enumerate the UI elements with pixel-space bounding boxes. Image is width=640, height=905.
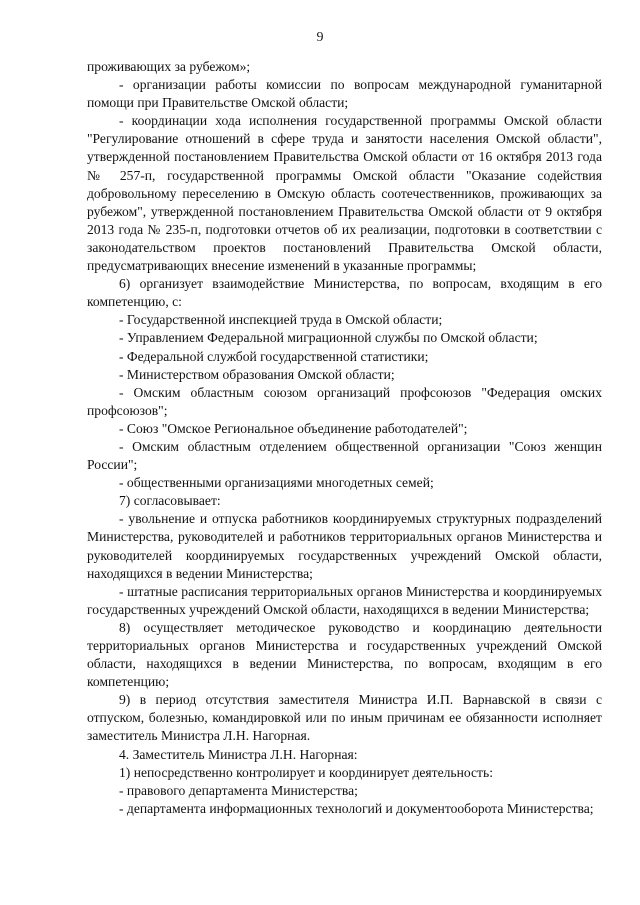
paragraph: - департамента информационных технологий и документооборота Министерства; <box>119 800 594 816</box>
paragraph: - увольнение и отпуска работников координируемых структурных подразделений Министерства, руководителей и работников территориальных органов Министерства и руководителей координируемых государственных учреждений Омской области, находящихся в ведении Министерства; <box>87 511 602 581</box>
paragraph: - Омским областным отделением общественной организации "Союз женщин России"; <box>87 438 602 473</box>
paragraph: - Федеральной службой государственной статистики; <box>119 348 429 364</box>
paragraph: 7) согласовывает: <box>119 493 221 509</box>
paragraph: - Министерством образования Омской области; <box>119 366 395 382</box>
paragraph: 4. Заместитель Министра Л.Н. Нагорная: <box>119 746 358 762</box>
paragraph: - общественными организациями многодетных семей; <box>119 475 434 491</box>
document-body <box>87 58 602 818</box>
page-number: 9 <box>316 30 324 45</box>
paragraph: - Государственной инспекцией труда в Омской области; <box>119 312 443 328</box>
paragraph: 1) непосредственно контролирует и координирует деятельность: <box>119 764 493 780</box>
paragraph: - Омским областным союзом организаций профсоюзов "Федерация омских профсоюзов"; <box>87 384 602 418</box>
paragraph: - Союз "Омское Региональное объединение работодателей"; <box>119 420 468 436</box>
paragraph: - организации работы комиссии по вопросам международной гуманитарной помощи при Правительстве Омской области; <box>87 77 602 111</box>
paragraph: 9) в период отсутствия заместителя Министра И.П. Варнавской в связи с отпуском, болезнью, командировкой или по иным причинам ее обязанности исполняет заместитель Министра Л.Н. Нагорная. <box>87 692 602 744</box>
paragraph: - штатные расписания территориальных органов Министерства и координируемых государственных учреждений Омской области, находящихся в ведении Министерства; <box>87 583 602 617</box>
paragraph: 8) осуществляет методическое руководство и координацию деятельности территориальных органов Министерства и государственных учреждений Омской области, находящихся в ведении Министерства, по вопросам, входящим в его компетенцию; <box>87 619 602 690</box>
paragraph: - правового департамента Министерства; <box>119 782 358 798</box>
paragraph: - Управлением Федеральной миграционной службы по Омской области; <box>119 330 538 346</box>
paragraph: - координации хода исполнения государственной программы Омской области "Регулирование отношений в сфере труда и занятости населения Омской области", утвержденной постановлением Правительства Омской области от 16 октября 2013 года № 257-п, государственной программы Омской области "Оказание содействия добровольному переселению в Омскую область соотечественников, проживающих за рубежом", утвержденной постановлением Правительства Омской области от 9 октября 2013 года № 235-п, подготовки отчетов об их реализации, подготовки в соответствии с законодательством проектов постановлений Правительства Омской области, предусматривающих внесение изменений в указанные программы; <box>87 113 602 274</box>
paragraph: проживающих за рубежом»; <box>87 59 251 74</box>
paragraph: 6) организует взаимодействие Министерства, по вопросам, входящим в его компетенцию, с: <box>87 276 602 310</box>
